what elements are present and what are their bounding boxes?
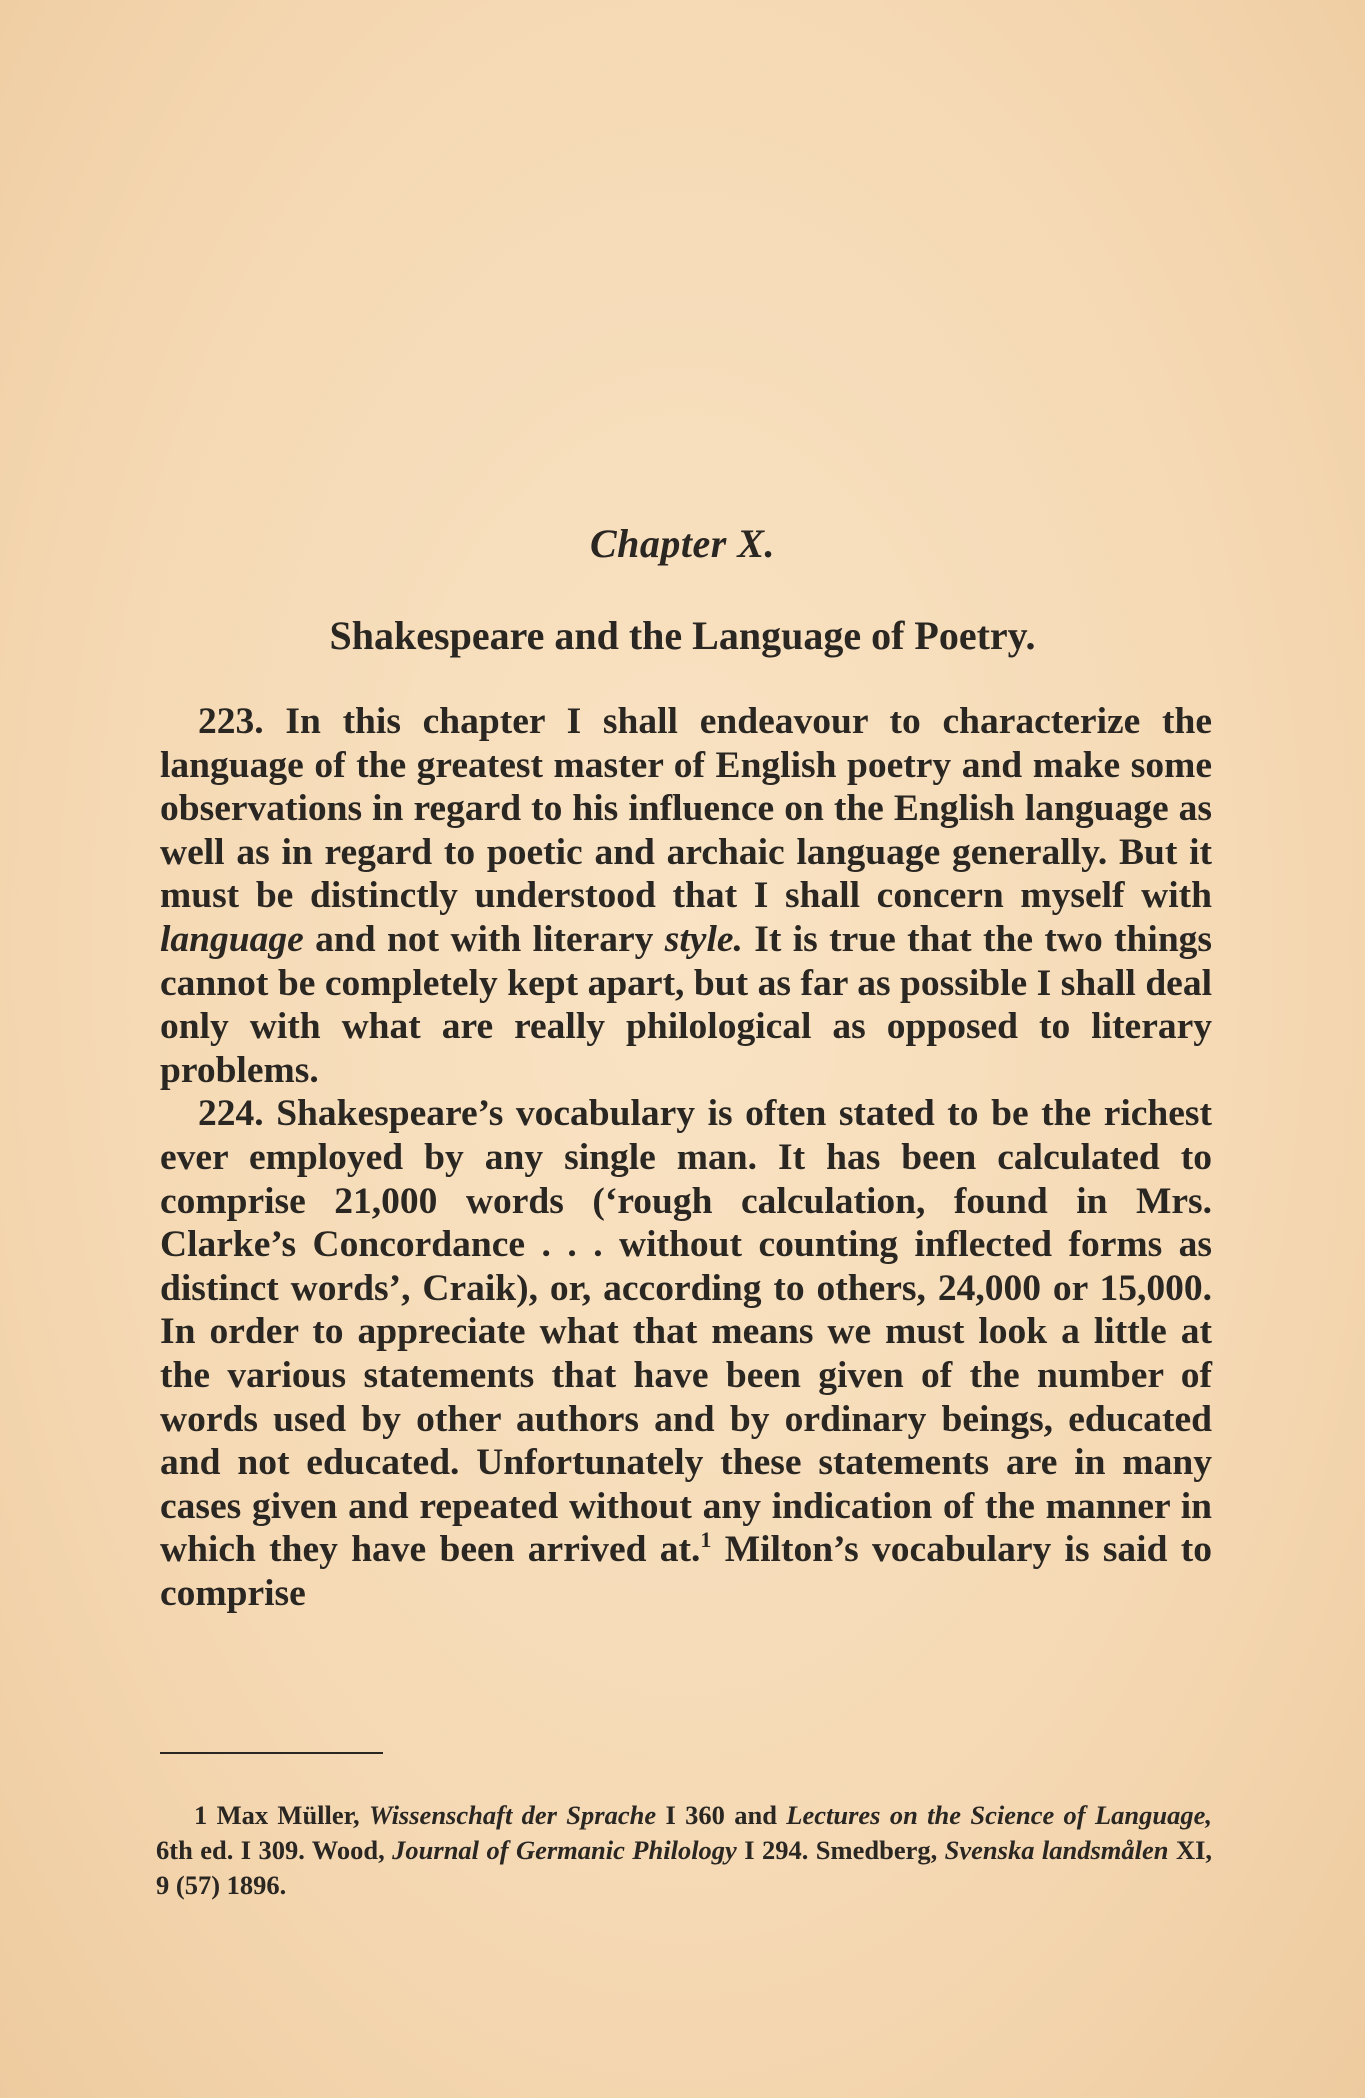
section-number: 224. bbox=[198, 1093, 264, 1135]
chapter-title: Shakespeare and the Language of Poetry. bbox=[329, 613, 1036, 658]
section-number: 223. bbox=[198, 701, 264, 742]
paragraph-223 bbox=[160, 700, 1212, 1092]
italic-term: language bbox=[160, 918, 304, 960]
body-text bbox=[160, 700, 1212, 1615]
footnote-marker: 1 bbox=[700, 1527, 712, 1553]
footnote-title: Svenska landsmålen bbox=[944, 1835, 1169, 1865]
footnote bbox=[156, 1798, 1212, 1903]
chapter-heading: Chapter X. bbox=[589, 521, 776, 566]
footnote-title: Lectures on the Science of Language, bbox=[786, 1800, 1213, 1830]
italic-term: style. bbox=[664, 918, 743, 960]
footnote-text: I 360 and bbox=[665, 1800, 777, 1830]
footnote-text: I 294. Smedberg, bbox=[744, 1835, 938, 1865]
footnote-title: Journal of Germanic Philology bbox=[392, 1835, 737, 1865]
paragraph-text: and not with literary bbox=[315, 918, 654, 960]
paragraph-text: It is true that the two things cannot be completely kept apart, but as far as possible I shall deal only with what are really philological as opposed to literary problems. bbox=[160, 918, 1213, 1091]
paragraph-text: Milton’s vocabulary is said to comprise bbox=[160, 1529, 1212, 1614]
footnote-text: 1 Max Müller, bbox=[194, 1800, 360, 1830]
footnote-text: XI, 9 (57) 1896. bbox=[156, 1835, 1213, 1900]
footnote-title: Wissenschaft der Sprache bbox=[368, 1800, 657, 1830]
paragraph-224 bbox=[160, 1092, 1212, 1615]
paragraph-text: In this chapter I shall endeavour to characterize the language of the greatest master of English poetry and make some observations in regard to his influence on the English language as well as in regard to poetic and archaic language generally. But it must be distinctly understood that I shall concern myself with bbox=[160, 701, 1213, 917]
footnote-text: 6th ed. I 309. Wood, bbox=[156, 1835, 385, 1865]
paragraph-text: Shakespeare’s vocabulary is often stated to be the richest ever employed by any single man. It has been calculated to comprise 21,000 words (‘rough calculation, found in Mrs. Clarke’s Concordance . . . without counting inflected forms as distinct words’, Craik), or, according to others, 24,000 or 15,000. In order to appreciate what that means we must look a little at the various statements that have been given of the number of words used by other authors and by ordinary beings, educated and not educated. Unfortunately these statements are in many cases given and repeated without any indication of the manner in which they have been arrived at. bbox=[160, 1093, 1212, 1571]
footnote-divider bbox=[160, 1752, 383, 1754]
